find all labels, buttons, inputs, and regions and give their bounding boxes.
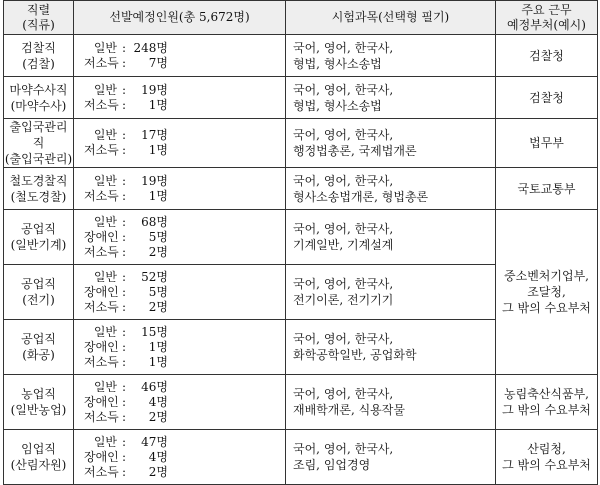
selection-category: 일반 [93, 173, 117, 188]
selection-line [84, 435, 285, 450]
selection-category: 일반 [93, 82, 117, 97]
subject-line: 국어, 영어, 한국사, [293, 173, 394, 188]
subjects-cell [286, 168, 496, 210]
selection-category: 저소득 [84, 464, 119, 479]
selection-count: 5명 [148, 284, 168, 299]
job-cell [4, 265, 74, 320]
selection-count: 4명 [148, 394, 168, 409]
subject-line: 행정법총론, 국제법개론 [293, 144, 417, 158]
subjects-cell [286, 320, 496, 375]
selection-line [84, 143, 285, 158]
selection-line [84, 174, 285, 189]
job-cell [4, 375, 74, 430]
selection-colon: : [121, 464, 127, 479]
selection-category: 저소득 [84, 244, 119, 259]
subject-line: 국어, 영어, 한국사, [293, 82, 394, 97]
selection-colon: : [121, 40, 127, 55]
selection-line [84, 215, 285, 230]
selection-colon: : [121, 339, 127, 354]
selection-count: 47명 [141, 434, 168, 449]
table-row [4, 210, 598, 265]
table-row [4, 77, 598, 119]
selection-line [84, 270, 285, 285]
selection-colon: : [121, 229, 127, 244]
subject-line: 전기이론, 전기기기 [293, 293, 394, 307]
selection-count: 19명 [141, 82, 168, 97]
job-line: 마약수사직 [9, 82, 68, 97]
subject-line: 조림, 임업경영 [293, 458, 371, 472]
table-row [4, 119, 598, 168]
job-cell [4, 119, 74, 168]
header-selection: 선발예정인원(총 5,672명) [74, 1, 286, 35]
job-cell [4, 210, 74, 265]
selection-count: 52명 [141, 269, 168, 284]
subject-line: 국어, 영어, 한국사, [293, 40, 394, 55]
selection-cell [74, 77, 286, 119]
selection-line [84, 41, 285, 56]
selection-category: 일반 [93, 269, 117, 284]
selection-count: 4명 [148, 449, 168, 464]
selection-line [84, 355, 285, 370]
job-line: (산림자원) [10, 458, 67, 472]
job-line: (화공) [22, 348, 55, 362]
subjects-cell [286, 77, 496, 119]
selection-category: 일반 [93, 379, 117, 394]
selection-cell [74, 35, 286, 77]
dept-line: 그 밖의 수요부처 [502, 403, 591, 417]
selection-colon: : [121, 82, 127, 97]
selection-colon: : [121, 379, 127, 394]
selection-line [84, 128, 285, 143]
selection-category: 저소득 [84, 354, 119, 369]
selection-colon: : [121, 324, 127, 339]
dept-line: 그 밖의 수요부처 [502, 458, 591, 472]
table-row [4, 35, 598, 77]
header-subjects: 시험과목(선택형 필기) [286, 1, 496, 35]
selection-cell [74, 119, 286, 168]
selection-line [84, 189, 285, 204]
selection-count: 2명 [148, 244, 168, 259]
selection-category: 저소득 [84, 97, 119, 112]
subject-line: 기계일반, 기계설계 [293, 238, 394, 252]
dept-line: 그 밖의 수요부처 [502, 301, 591, 315]
selection-category: 저소득 [84, 143, 119, 157]
selection-category: 저소득 [84, 55, 119, 70]
job-line: (일반기계) [10, 238, 67, 252]
selection-count: 17명 [141, 128, 168, 142]
dept-line: 산림청, [527, 442, 566, 456]
dept-line: 농림축산식품부, [504, 387, 589, 401]
selection-line [84, 56, 285, 71]
selection-count: 19명 [141, 173, 168, 188]
subject-line: 재배학개론, 식용작물 [293, 403, 405, 417]
selection-colon: : [121, 244, 127, 259]
job-cell [4, 320, 74, 375]
job-line: (일반농업) [10, 403, 67, 417]
selection-line [84, 230, 285, 245]
selection-line [84, 410, 285, 425]
job-line: (철도경찰) [10, 189, 67, 204]
subjects-cell [286, 210, 496, 265]
selection-category: 일반 [93, 214, 117, 229]
dept-cell [496, 35, 598, 77]
selection-colon: : [121, 55, 127, 70]
selection-count: 1명 [148, 97, 168, 112]
job-line: (출입국관리) [4, 152, 73, 166]
selection-category: 장애인 [84, 339, 119, 354]
dept-line: 법무부 [529, 136, 564, 150]
dept-cell-merged [496, 210, 598, 375]
selection-colon: : [121, 97, 127, 112]
job-cell [4, 168, 74, 210]
selection-count: 5명 [148, 229, 168, 244]
job-line: 철도경찰직 [9, 173, 68, 188]
dept-cell [496, 375, 598, 430]
subjects-cell [286, 375, 496, 430]
job-line: 임업직 [21, 442, 56, 456]
selection-colon: : [121, 409, 127, 424]
selection-line [84, 285, 285, 300]
header-dept: 주요 근무 예정부처(예시) [496, 1, 598, 35]
selection-line [84, 465, 285, 480]
header-row [4, 1, 598, 35]
selection-cell [74, 210, 286, 265]
selection-cell [74, 168, 286, 210]
selection-cell [74, 265, 286, 320]
selection-count: 1명 [148, 339, 168, 354]
job-line: 공업직 [21, 277, 56, 291]
selection-count: 1명 [148, 188, 168, 203]
selection-colon: : [121, 449, 127, 464]
dept-line: 중소벤처기업부, [504, 269, 589, 283]
job-line: (검찰) [22, 56, 55, 71]
selection-cell [74, 320, 286, 375]
selection-line [84, 83, 285, 98]
selection-count: 68명 [141, 214, 168, 229]
job-cell [4, 77, 74, 119]
selection-colon: : [121, 394, 127, 409]
selection-count: 1명 [148, 143, 168, 157]
job-line: 공업직 [21, 332, 56, 346]
selection-category: 장애인 [84, 284, 119, 299]
selection-count: 1명 [148, 354, 168, 369]
subject-line: 국어, 영어, 한국사, [293, 332, 394, 346]
selection-count: 7명 [148, 55, 168, 70]
subjects-cell [286, 119, 496, 168]
selection-category: 장애인 [84, 449, 119, 464]
subject-line: 형사소송법개론, 형법총론 [293, 189, 429, 204]
selection-category: 장애인 [84, 229, 119, 244]
job-line: (전기) [22, 293, 55, 307]
selection-category: 일반 [93, 128, 117, 142]
selection-colon: : [121, 354, 127, 369]
dept-line: 검찰청 [529, 90, 564, 105]
subject-line: 국어, 영어, 한국사, [293, 442, 394, 456]
job-line: 출입국관리직 [9, 120, 68, 150]
selection-count: 2명 [148, 299, 168, 314]
subject-line: 형법, 형사소송법 [293, 56, 382, 71]
subjects-cell [286, 430, 496, 485]
selection-colon: : [121, 269, 127, 284]
selection-category: 저소득 [84, 299, 119, 314]
selection-count: 248명 [133, 40, 168, 55]
selection-line [84, 245, 285, 260]
dept-line: 검찰청 [529, 48, 564, 63]
dept-line: 국토교통부 [517, 181, 576, 196]
dept-line: 조달청, [527, 285, 566, 299]
selection-colon: : [121, 299, 127, 314]
selection-category: 일반 [93, 434, 117, 449]
selection-cell [74, 430, 286, 485]
recruitment-table [3, 0, 598, 485]
selection-category: 일반 [93, 40, 117, 55]
selection-colon: : [121, 143, 127, 157]
subjects-cell [286, 265, 496, 320]
table-row [4, 430, 598, 485]
subject-line: 국어, 영어, 한국사, [293, 277, 394, 291]
selection-category: 저소득 [84, 409, 119, 424]
header-job: 직렬 (직류) [4, 1, 74, 35]
selection-category: 장애인 [84, 394, 119, 409]
selection-line [84, 325, 285, 340]
selection-count: 46명 [141, 379, 168, 394]
selection-count: 2명 [148, 409, 168, 424]
selection-colon: : [121, 434, 127, 449]
subject-line: 형법, 형사소송법 [293, 98, 382, 113]
selection-line [84, 300, 285, 315]
job-cell [4, 430, 74, 485]
dept-cell [496, 119, 598, 168]
job-cell [4, 35, 74, 77]
selection-line [84, 450, 285, 465]
job-line: 농업직 [21, 387, 56, 401]
subject-line: 국어, 영어, 한국사, [293, 128, 394, 142]
selection-line [84, 98, 285, 113]
dept-cell [496, 77, 598, 119]
job-line: 공업직 [21, 222, 56, 236]
dept-cell [496, 168, 598, 210]
job-line: (마약수사) [10, 98, 67, 113]
selection-line [84, 395, 285, 410]
subject-line: 국어, 영어, 한국사, [293, 387, 394, 401]
selection-colon: : [121, 128, 127, 142]
selection-category: 저소득 [84, 188, 119, 203]
selection-category: 일반 [93, 324, 117, 339]
selection-colon: : [121, 214, 127, 229]
table-row [4, 168, 598, 210]
selection-colon: : [121, 188, 127, 203]
selection-colon: : [121, 173, 127, 188]
selection-cell [74, 375, 286, 430]
table-row [4, 375, 598, 430]
subject-line: 화학공학일반, 공업화학 [293, 348, 417, 362]
dept-cell [496, 430, 598, 485]
selection-count: 15명 [141, 324, 168, 339]
selection-colon: : [121, 284, 127, 299]
subjects-cell [286, 35, 496, 77]
job-line: 검찰직 [21, 40, 56, 55]
selection-line [84, 380, 285, 395]
selection-line [84, 340, 285, 355]
subject-line: 국어, 영어, 한국사, [293, 222, 394, 236]
selection-count: 2명 [148, 464, 168, 479]
